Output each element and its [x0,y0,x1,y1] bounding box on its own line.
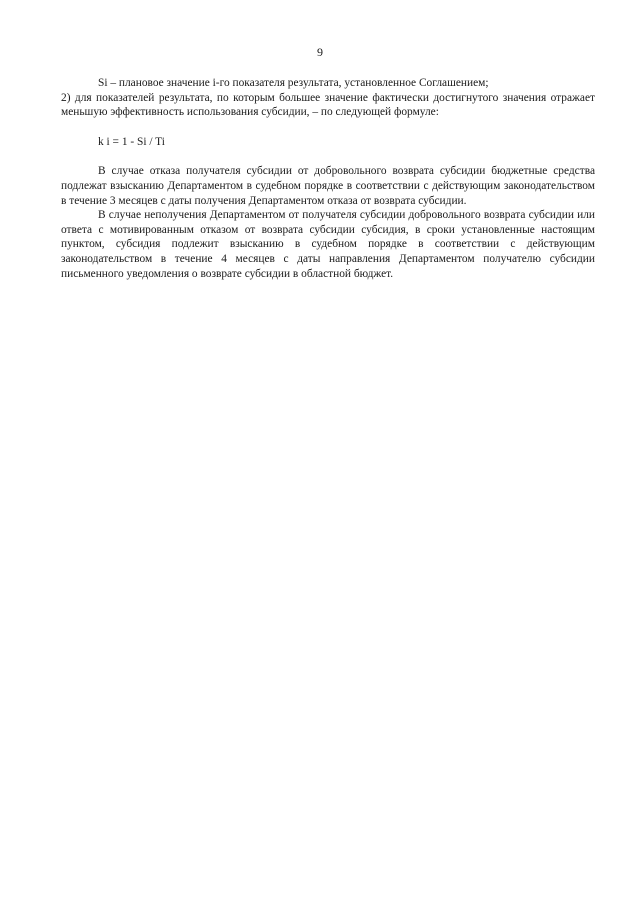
paragraph-non-receipt-case: В случае неполучения Департаментом от получателя субсидии добровольного возврата субсидии или ответа с мотивированным отказом от возврата субсидии субсидия, в сроки установленные настоящим пунктом, субсидия подлежит взысканию в судебном порядке в соответствии с действующим законодательством в течение 4 месяцев с даты направления Департаментом получателю субсидии письменного уведомления о возврате субсидии в областной бюджет. [61,209,595,280]
formula: k i = 1 - Si / Ti [98,135,165,148]
document-body [61,76,595,281]
paragraph-si-definition: Si – плановое значение i-го показателя результата, установленное Соглашением; [98,77,489,89]
paragraph-refusal-case: В случае отказа получателя субсидии от добровольного возврата субсидии бюджетные средства подлежат взысканию Департаментом в судебном порядке в соответствии с действующим законодательством в течение 3 месяцев с даты получения Департаментом отказа от возврата субсидии. [61,165,595,207]
page-number: 9 [317,45,323,59]
paragraph-item-2: 2) для показателей результата, по которым большее значение фактически достигнутого значения отражает меньшую эффективность использования субсидии, – по следующей формуле: [61,91,595,119]
